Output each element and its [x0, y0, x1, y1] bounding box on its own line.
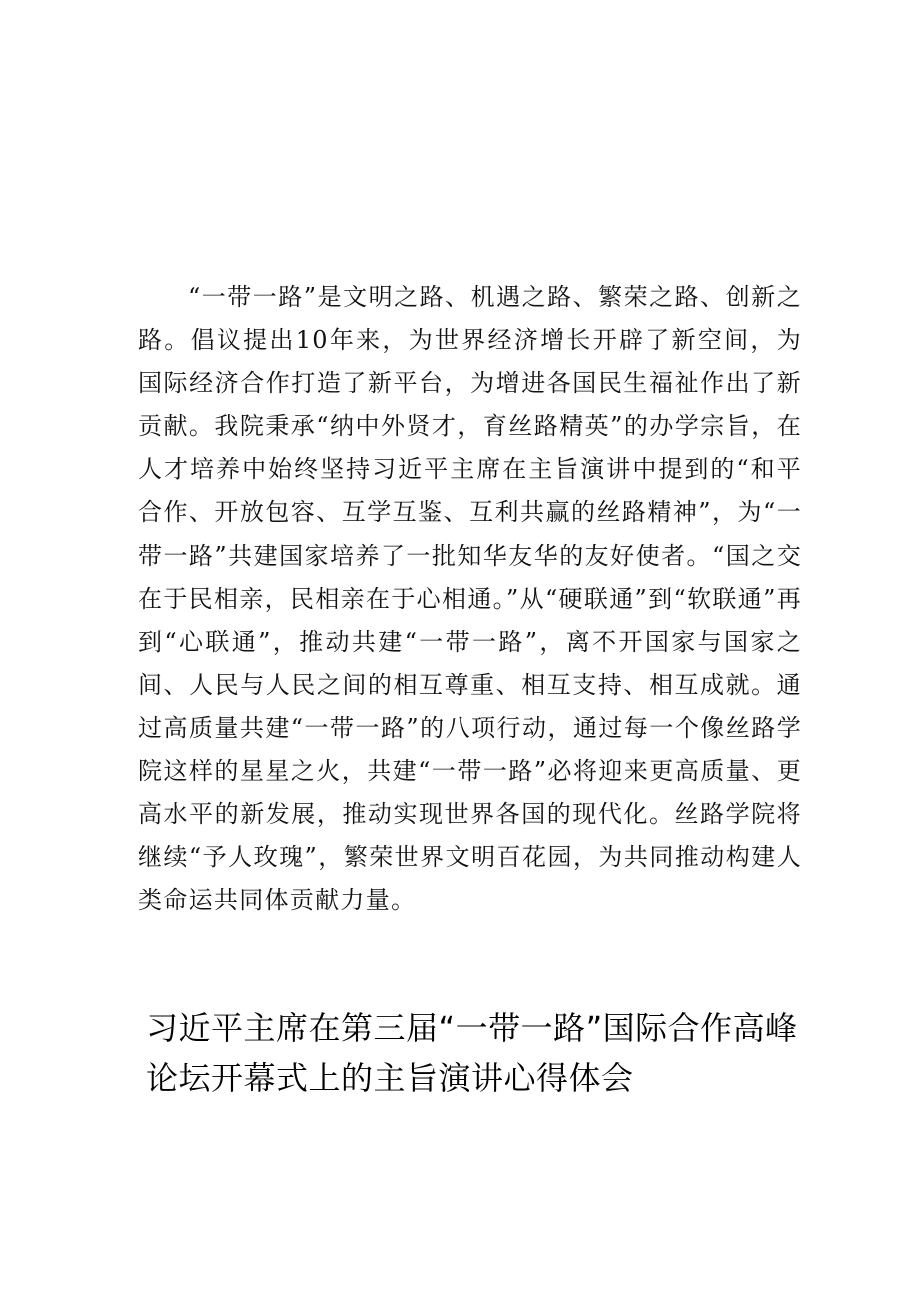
section-title: 习近平主席在第三届“一带一路”国际合作高峰论坛开幕式上的主旨演讲心得体会 [146, 1009, 798, 1097]
body-paragraph: “一带一路”是文明之路、机遇之路、繁荣之路、创新之路。倡议提出10年来，为世界经济增长开辟了新空间，为国际经济合作打造了新平台，为增进各国民生福祉作出了新贡献。我院秉承“纳中外贤才，育丝路精英”的办学宗旨，在人才培养中始终坚持习近平主席在主旨演讲中提到的“和平合作、开放包容、互学互鉴、互利共赢的丝路精神”，为“一带一路”共建国家培养了一批知华友华的友好使者。“国之交在于民相亲，民相亲在于心相通。”从“硬联通”到“软联通”再到“心联通”，推动共建“一带一路”，离不开国家与国家之间、人民与人民之间的相互尊重、相互支持、相互成就。通过高质量共建“一带一路”的八项行动，通过每一个像丝路学院这样的星星之火，共建“一带一路”必将迎来更高质量、更高水平的新发展，推动实现世界各国的现代化。丝路学院将继续“予人玫瑰”，繁荣世界文明百花园，为共同推动构建人类命运共同体贡献力量。 [138, 283, 802, 915]
